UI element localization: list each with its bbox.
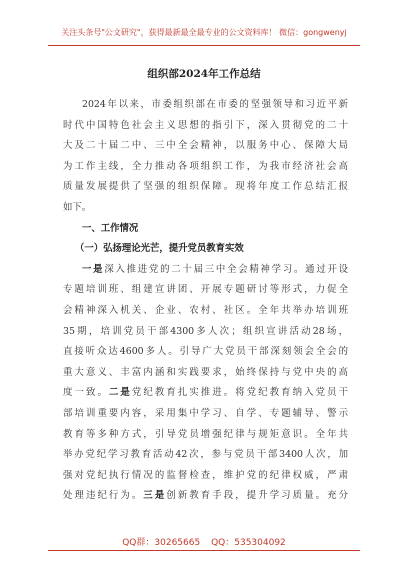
paragraph-text: 度一致。 [63,387,109,399]
paragraph-line: 时代中国特色社会主义思想的指引下，深入贯彻党的二十 [63,119,348,131]
footer-divider [48,550,360,551]
paragraph-line: 专题培训班、组建宣讲团、开展专题研讨等形式，力促全 [63,284,348,296]
paragraph-line: 举办党纪学习教育活动42次，参与党员干部3400人次，加 [63,449,348,461]
paragraph-text: 创新教育手段，提升学习质量。充分 [166,490,348,502]
subsection-heading: （一）弘扬理论光芒，提升党员教育实效 [75,243,244,255]
ordinal-lead: 三是 [143,490,167,502]
paragraph-line: 教育等多种方式，引导党员增强纪律与规矩意识。全年共 [63,428,348,440]
paragraph-line: 如下。 [63,201,92,213]
paragraph-line: 大及二十届二中、三中全会精神，以服务中心、保障大局 [63,140,348,152]
ordinal-lead: 二是 [108,387,132,399]
paragraph-line: 直接听众达4600多人。引导广大党员干部深刻领会全会的 [63,346,348,358]
paragraph-text: 深入推进党的二十届三中全会精神学习。通过开设 [104,263,348,275]
paragraph-line: 质量发展提供了坚强的组织保障。现将年度工作总结汇报 [63,181,348,193]
footer-contact [0,535,408,548]
paragraph-line: 强对党纪执行情况的监督检查，维护党的纪律权威，严肃 [63,469,348,481]
paragraph-line: 会精神深入机关、企业、农村、社区。全年共举办培训班 [63,304,348,316]
paragraph-line: 部培训重要内容，采用集中学习、自学、专题辅导、警示 [63,407,348,419]
paragraph-line: 35期，培训党员干部4300多人次；组织宣讲活动28场， [63,325,348,337]
paragraph-line: 2024年以来，市委组织部在市委的坚强领导和习近平新 [82,99,348,110]
paragraph-text: 党纪教育扎实推进。将党纪教育纳入党员干 [131,387,348,399]
header-promo-note: 关注头条号"公文研究"，获得最新最全最专业的公文资料库！ 微信：gongwenyj [61,28,347,37]
header-divider [48,45,360,46]
footer-qq-group: QQ群：30265665 [122,538,201,548]
ordinal-lead: 一是 [82,263,105,275]
paragraph-line: 为工作主线，全力推动各项组织工作，为我市经济社会高 [63,160,348,172]
paragraph-line [63,486,348,507]
document-body [63,95,348,507]
paragraph-line: 重大意义、丰富内涵和实践要求，始终保持与党中央的高 [63,366,348,378]
section-heading: 一、工作情况 [82,222,139,234]
document-title: 组织部2024年工作总结 [147,68,261,80]
footer-qq-number: QQ：535304092 [211,538,286,548]
paragraph-line [63,260,348,281]
paragraph-text: 处理违纪行为。 [63,490,144,502]
paragraph-line [63,383,348,404]
